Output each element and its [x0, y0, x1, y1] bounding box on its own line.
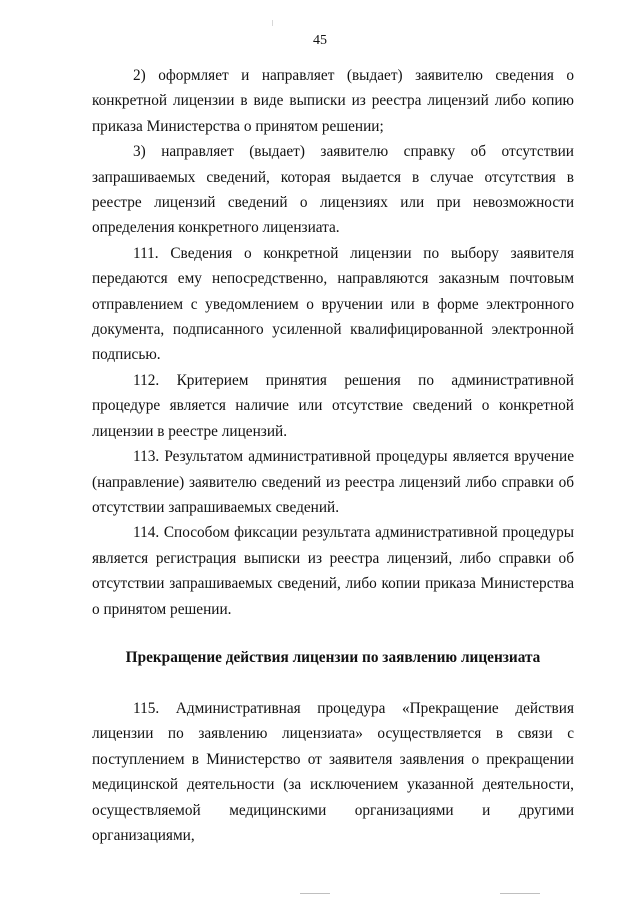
paragraph-item-3: 3) направляет (выдает) заявителю справку об отсутствии запрашиваемых сведений, которая выдается в случае отсутствия в реестре лицензий сведений о лицензиях или при невозможности определения конкретного лицензиата.: [92, 143, 574, 237]
paragraph-113: 113. Результатом административной процедуры является вручение (направление) заявителю сведений из реестра лицензий либо справки об отсутствии запрашиваемых сведений.: [92, 448, 574, 516]
paragraph-item-2: 2) оформляет и направляет (выдает) заявителю сведения о конкретной лицензии в виде выписки из реестра лицензий либо копию приказа Министерства о принятом решении;: [92, 67, 574, 135]
section-heading: Прекращение действия лицензии по заявлению лицензиата: [125, 648, 541, 666]
paragraph-111: 111. Сведения о конкретной лицензии по выбору заявителя передаются ему непосредственно, направляются заказным почтовым отправлением с уведомлением о вручении или в форме электронного документа, подписанного усиленной квалифицированной электронной подписью.: [92, 244, 574, 364]
paragraph-112: 112. Критерием принятия решения по административной процедуре является наличие или отсутствие сведений о конкретной лицензии в реестре лицензий.: [92, 371, 574, 440]
document-body: [92, 63, 574, 848]
paragraph-114: 114. Способом фиксации результата административной процедуры является регистрация выписки из реестра лицензий, либо справки об отсутствии запрашиваемых сведений, либо копии приказа Министерства о принятом решении.: [92, 524, 574, 618]
page-number: 45: [313, 33, 327, 48]
scan-artifact-line: [300, 893, 330, 894]
paragraph-115: 115. Административная процедура «Прекращение действия лицензии по заявлению лицензиата» осуществляется в связи с поступлением в Министерство от заявителя заявления о прекращении медицинской деятельности (за исключением указанной деятельности, осуществляемой медицинскими организациями и другими организациями,: [92, 699, 574, 844]
scan-artifact-line: [500, 893, 540, 894]
scan-mark: [272, 20, 273, 26]
